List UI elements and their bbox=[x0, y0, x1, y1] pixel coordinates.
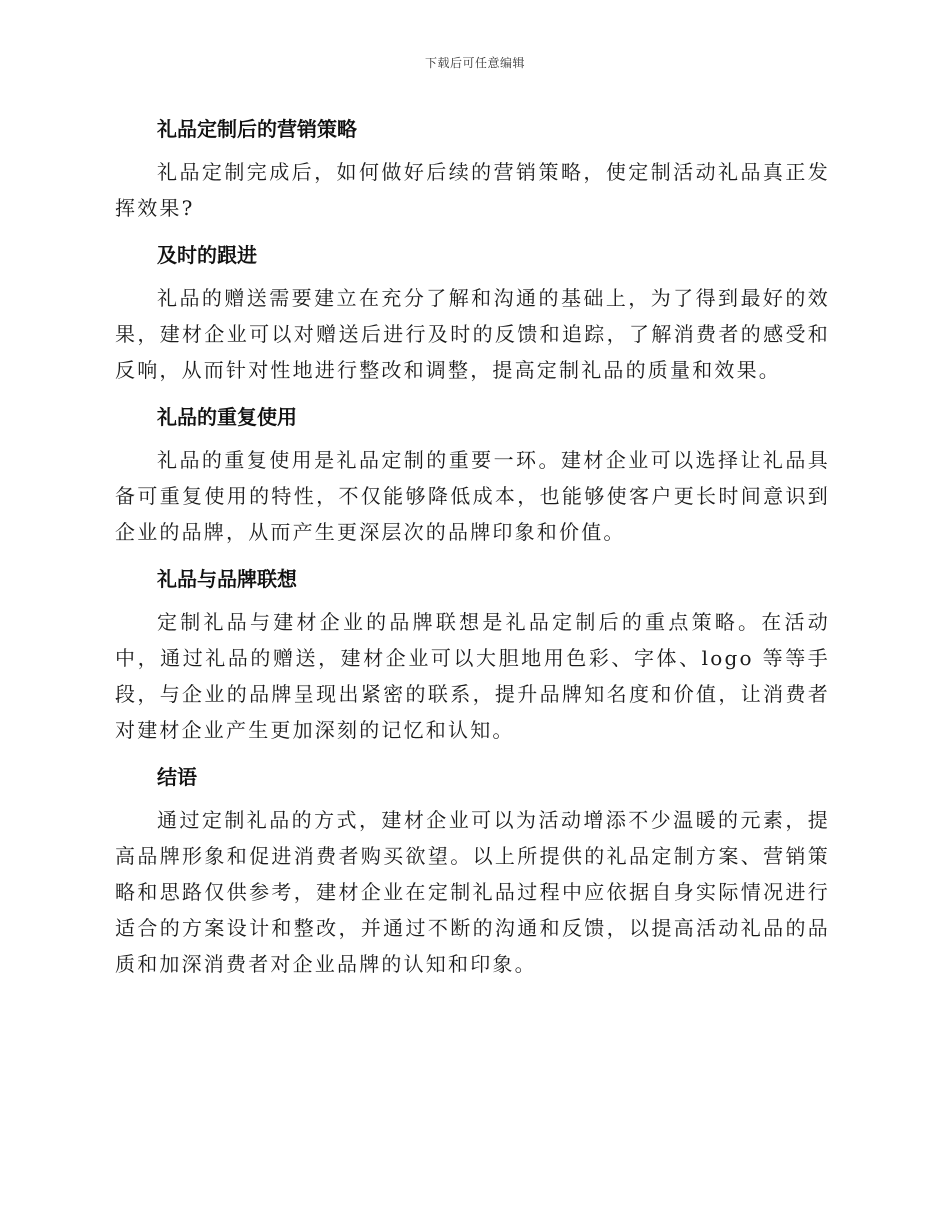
section-paragraph-conclusion: 通过定制礼品的方式，建材企业可以为活动增添不少温暖的元素，提高品牌形象和促进消费者购买欲望。以上所提供的礼品定制方案、营销策略和思路仅供参考，建材企业在定制礼品过程中应依据自身实际情况进行适合的方案设计和整改，并通过不断的沟通和反馈，以提高活动礼品的品质和加深消费者对企业品牌的认知和印象。 bbox=[115, 808, 830, 976]
section-heading-marketing-strategy: 礼品定制后的营销策略 bbox=[157, 117, 357, 141]
section-paragraph-reuse: 礼品的重复使用是礼品定制的重要一环。建材企业可以选择让礼品具备可重复使用的特性，不仅能够降低成本，也能够使客户更长时间意识到企业的品牌，从而产生更深层次的品牌印象和价值。 bbox=[115, 448, 830, 544]
section-paragraph-follow-up: 礼品的赠送需要建立在充分了解和沟通的基础上，为了得到最好的效果，建材企业可以对赠送后进行及时的反馈和追踪，了解消费者的感受和反响，从而针对性地进行整改和调整，提高定制礼品的质量和效果。 bbox=[115, 286, 830, 382]
section-paragraph-marketing-strategy: 礼品定制完成后，如何做好后续的营销策略，使定制活动礼品真正发挥效果? bbox=[115, 160, 830, 220]
document-body bbox=[115, 110, 830, 982]
section-heading-follow-up: 及时的跟进 bbox=[157, 243, 257, 267]
section-heading-reuse: 礼品的重复使用 bbox=[157, 405, 297, 429]
section-heading-brand-association: 礼品与品牌联想 bbox=[157, 567, 297, 591]
page-header: 下载后可任意编辑 bbox=[424, 56, 525, 70]
section-heading-conclusion: 结语 bbox=[157, 765, 197, 789]
section-paragraph-brand-association: 定制礼品与建材企业的品牌联想是礼品定制后的重点策略。在活动中，通过礼品的赠送，建材企业可以大胆地用色彩、字体、logo 等等手段，与企业的品牌呈现出紧密的联系，提升品牌知名度和价值，让消费者对建材企业产生更加深刻的记忆和认知。 bbox=[115, 610, 830, 742]
